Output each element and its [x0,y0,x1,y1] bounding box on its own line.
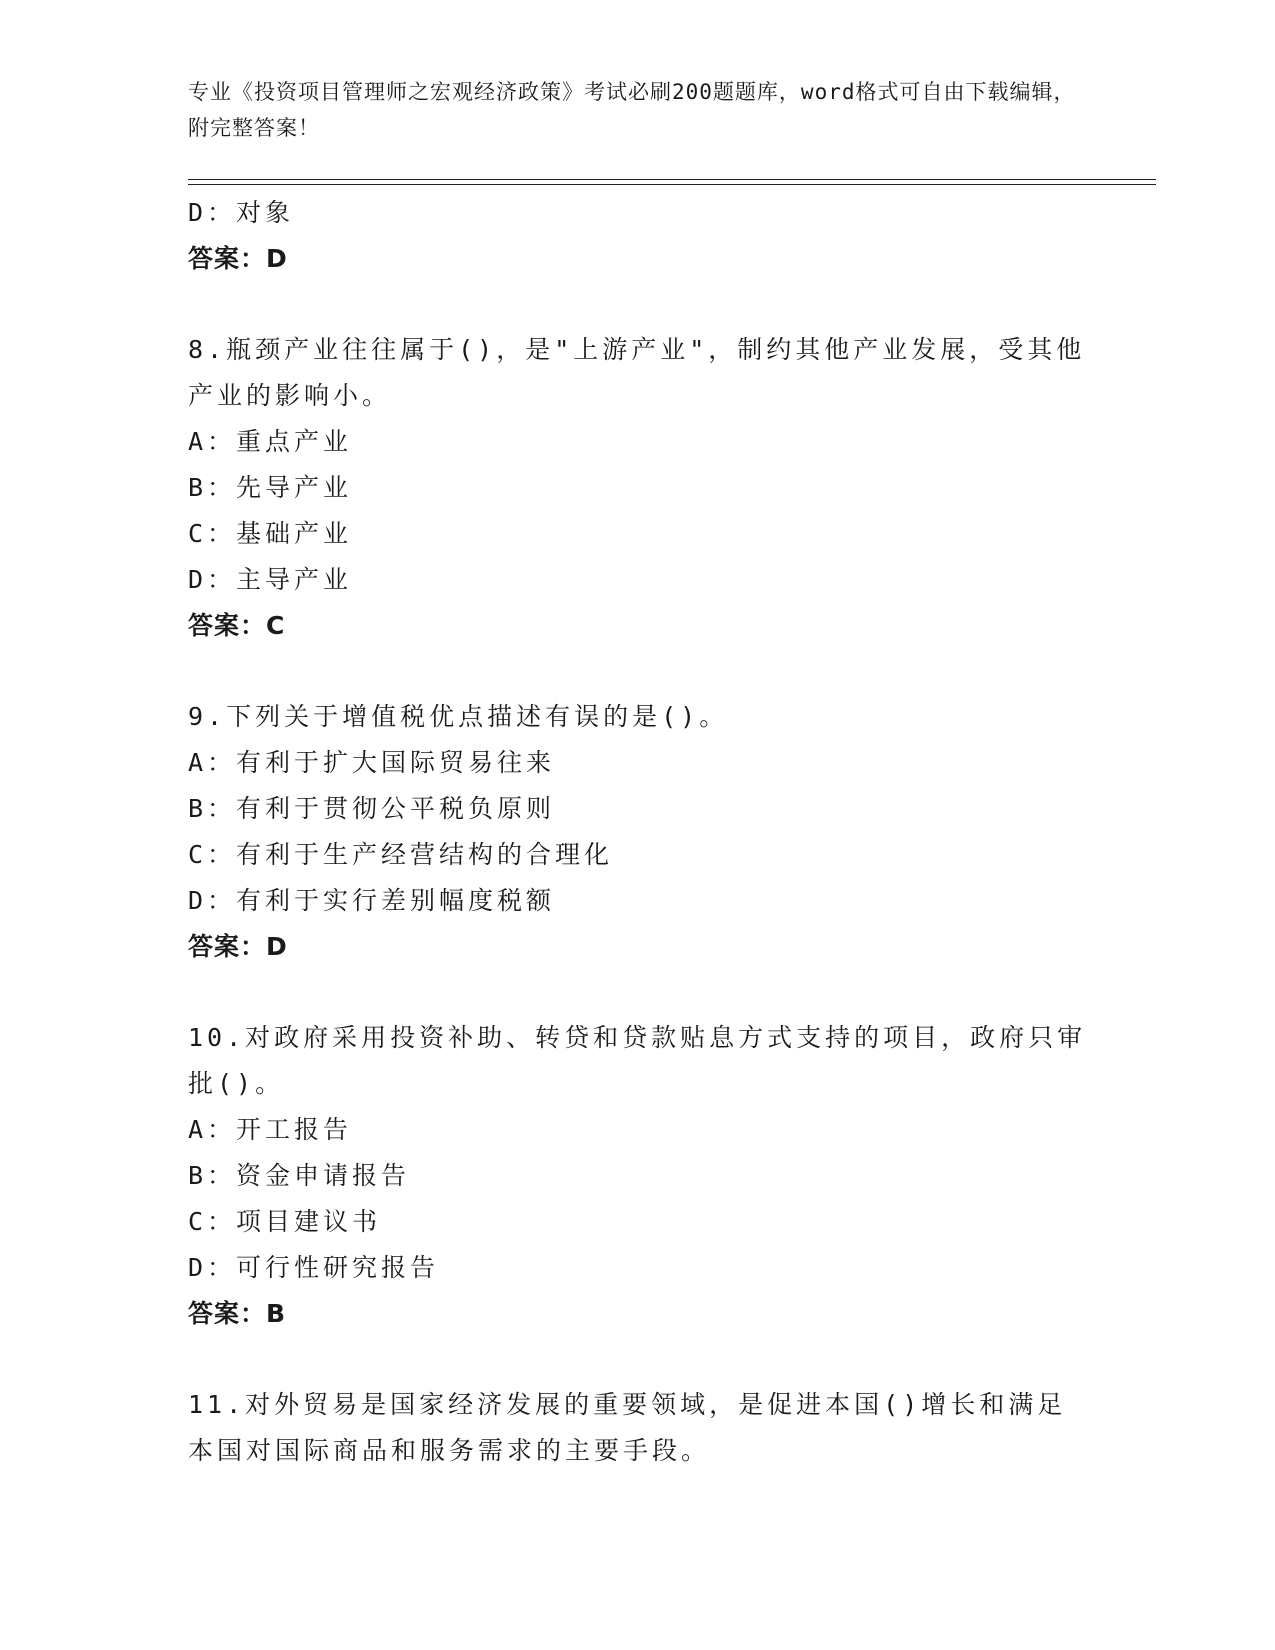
option-d: D：有利于实行差别幅度税额 [188,886,556,915]
question-text: 9.下列关于增值税优点描述有误的是()。 [188,702,729,731]
option-a: A：重点产业 [188,427,353,456]
option-a: A：开工报告 [188,1115,353,1144]
question-8 [188,327,1088,649]
option-d: D：可行性研究报告 [188,1253,440,1282]
option-c: C：项目建议书 [188,1207,382,1236]
question-11 [188,1382,1088,1474]
header-rule-bottom [188,184,1156,185]
question-10 [188,1015,1088,1337]
question-text: 8.瓶颈产业往往属于()，是"上游产业"，制约其他产业发展，受其他产业的影响小。 [188,335,1086,410]
option-a: A：有利于扩大国际贸易往来 [188,748,556,777]
answer-line: 答案：D [188,244,288,273]
header-rule-top [188,179,1156,180]
question-7-tail [188,190,1088,282]
document-header: 专业《投资项目管理师之宏观经济政策》考试必刷200题题库，word格式可自由下载编辑，附完整答案！ [188,80,1076,140]
question-text: 11.对外贸易是国家经济发展的重要领域，是促进本国()增长和满足本国对国际商品和服务需求的主要手段。 [188,1390,1067,1465]
option-c: C：基础产业 [188,519,353,548]
option-b: B：先导产业 [188,473,353,502]
option-b: B：有利于贯彻公平税负原则 [188,794,556,823]
answer-line: 答案：B [188,1299,287,1328]
answer-line: 答案：C [188,611,286,640]
question-9 [188,694,1088,970]
option-d: D：主导产业 [188,565,353,594]
option-b: B：资金申请报告 [188,1161,411,1190]
option-d: D：对象 [188,198,295,227]
question-text: 10.对政府采用投资补助、转贷和贷款贴息方式支持的项目，政府只审批()。 [188,1023,1087,1098]
answer-line: 答案：D [188,932,288,961]
option-c: C：有利于生产经营结构的合理化 [188,840,614,869]
document-body [188,190,1088,1474]
